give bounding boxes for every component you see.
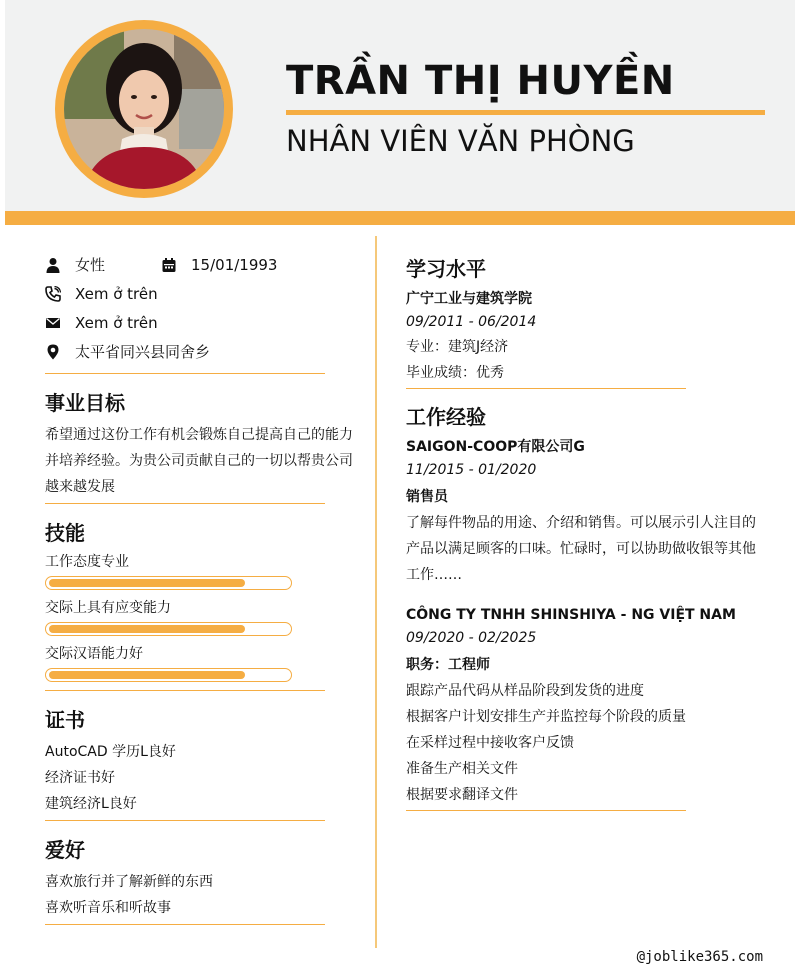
person-icon (45, 257, 61, 273)
certificate-item: AutoCAD 学历L良好 (45, 744, 176, 760)
job-position: 销售员 (406, 489, 448, 505)
section-divider (406, 388, 686, 389)
skill-label: 交际上具有应变能力 (45, 600, 171, 616)
section-divider (45, 924, 325, 925)
watermark: @joblike365.com (636, 949, 763, 965)
column-divider (375, 236, 377, 948)
contact-row-email (45, 308, 355, 337)
email-value: Xem ở trên (75, 313, 158, 332)
section-divider (45, 690, 325, 691)
hobbies-title: 爱好 (45, 838, 85, 862)
phone-value: Xem ở trên (75, 284, 158, 303)
duty-item: 跟踪产品代码从样品阶段到发货的进度 (406, 683, 644, 699)
phone-icon (45, 286, 61, 302)
contact-row-address (45, 337, 355, 366)
certificates-list (45, 739, 355, 817)
skill-item (45, 598, 355, 636)
job-description: 了解每件物品的用途、介绍和销售。可以展示引人注目的产品以满足顾客的口味。忙碌时，可以协助做收银等其他工作…… (406, 515, 756, 583)
skills-title: 技能 (45, 521, 85, 545)
duty-item: 准备生产相关文件 (406, 761, 518, 777)
calendar-icon (161, 257, 177, 273)
job-company: CÔNG TY TNHH SHINSHIYA - NG VIỆT NAM (406, 607, 736, 623)
skill-label: 工作态度专业 (45, 554, 129, 570)
skill-item (45, 644, 355, 682)
skill-item (45, 552, 355, 590)
section-divider (45, 503, 325, 504)
job-duties (406, 678, 766, 808)
candidate-name: TRẦN THỊ HUYỀN (286, 58, 675, 104)
objective-title: 事业目标 (45, 391, 125, 415)
skill-bar-fill (49, 671, 245, 679)
experience-title: 工作经验 (406, 405, 486, 429)
certificate-item: 经济证书好 (45, 770, 115, 786)
job-entry (406, 604, 766, 808)
skills-list (45, 552, 355, 682)
gender-value: 女性 (75, 256, 106, 274)
map-pin-icon (45, 344, 61, 360)
duty-item: 根据要求翻译文件 (406, 787, 518, 803)
objective-text: 希望通过这份工作有机会锻炼自己提高自己的能力并培养经验。为贵公司贡献自己的一切以帮贵公司越来越发展 (45, 427, 353, 495)
school-name: 广宁工业与建筑学院 (406, 291, 532, 307)
birthday-group (161, 256, 277, 274)
job-position: 职务：工程师 (406, 657, 490, 673)
education-title: 学习水平 (406, 257, 486, 281)
candidate-role: NHÂN VIÊN VĂN PHÒNG (286, 124, 635, 158)
skill-bar (45, 576, 292, 590)
education-date: 09/2011 - 06/2014 (406, 314, 537, 330)
job-entry (406, 436, 766, 588)
skill-bar (45, 668, 292, 682)
job-date: 09/2020 - 02/2025 (406, 630, 537, 646)
hobbies-list (45, 869, 355, 921)
contact-row-phone (45, 279, 355, 308)
skill-bar-fill (49, 625, 245, 633)
education-major: 专业：建筑J经济 (406, 339, 509, 355)
name-underline (286, 110, 765, 115)
job-company: SAIGON-COOP有限公司G (406, 439, 585, 455)
duty-item: 在采样过程中接收客户反馈 (406, 735, 574, 751)
hobby-item: 喜欢听音乐和听故事 (45, 900, 171, 916)
right-column (406, 253, 766, 811)
section-divider (45, 820, 325, 821)
header-accent-bar (5, 211, 795, 225)
education-grade: 毕业成绩：优秀 (406, 365, 504, 381)
skill-bar (45, 622, 292, 636)
certificate-item: 建筑经济L良好 (45, 796, 137, 812)
profile-photo (64, 29, 224, 189)
birthday-value: 15/01/1993 (191, 255, 278, 274)
certificates-title: 证书 (45, 708, 85, 732)
left-column (45, 250, 355, 925)
section-divider (45, 373, 325, 374)
hobby-item: 喜欢旅行并了解新鲜的东西 (45, 874, 213, 890)
address-value: 太平省同兴县同舍乡 (75, 343, 211, 361)
skill-label: 交际汉语能力好 (45, 646, 143, 662)
skill-bar-fill (49, 579, 245, 587)
section-divider (406, 810, 686, 811)
duty-item: 根据客户计划安排生产并监控每个阶段的质量 (406, 709, 686, 725)
contact-row-gender-birthday (45, 250, 355, 279)
envelope-icon (45, 315, 61, 331)
job-date: 11/2015 - 01/2020 (406, 462, 537, 478)
avatar (55, 20, 233, 198)
